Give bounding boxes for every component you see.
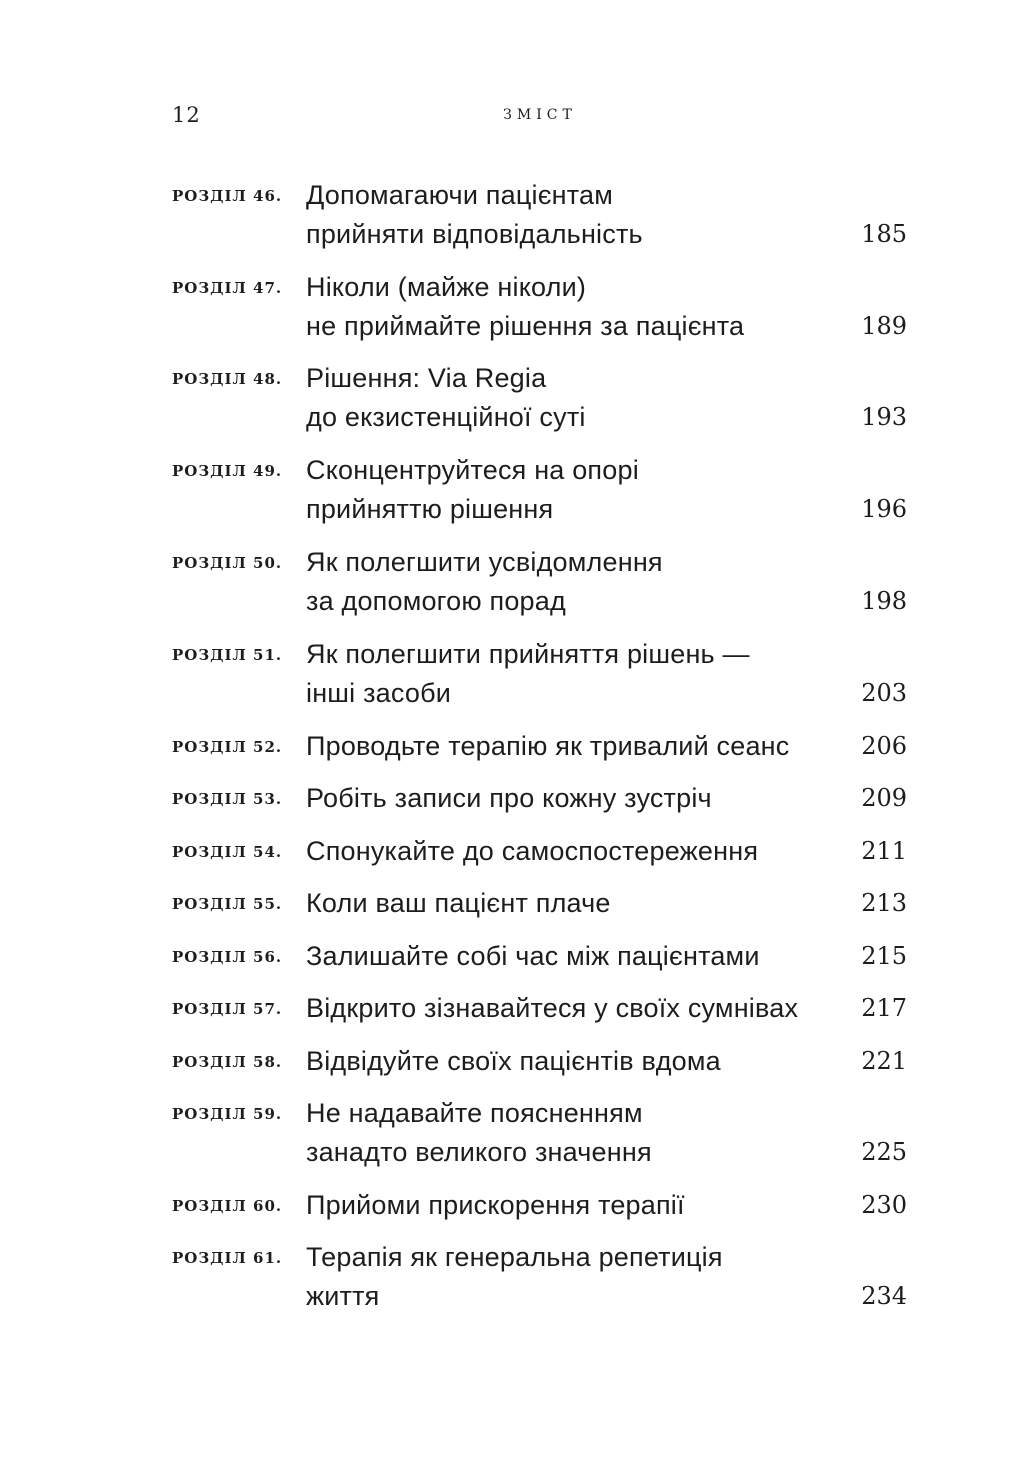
chapter-page-number: 217: [861, 994, 907, 1022]
chapter-page-number: 215: [861, 942, 907, 970]
chapter-title-line: Терапія як генеральна репетиція: [306, 1242, 723, 1272]
chapter-label: РОЗДІЛ 54.: [172, 843, 283, 861]
chapter-title-line: занадто великого значення: [306, 1137, 652, 1167]
chapter-label: РОЗДІЛ 48.: [172, 370, 283, 388]
chapter-title-line: Прийоми прискорення терапії: [306, 1190, 685, 1220]
running-head: ЗМІСТ: [503, 107, 577, 123]
chapter-page-number: 198: [861, 587, 907, 615]
chapter-title-line: до екзистенційної суті: [306, 402, 586, 432]
chapter-title-line: Проводьте терапію як тривалий сеанс: [306, 731, 790, 761]
chapter-title-line: Залишайте собі час між пацієнтами: [306, 941, 760, 971]
chapter-label: РОЗДІЛ 57.: [172, 1000, 283, 1018]
chapter-label: РОЗДІЛ 60.: [172, 1197, 283, 1215]
chapter-page-number: 213: [861, 889, 907, 917]
chapter-label: РОЗДІЛ 59.: [172, 1105, 283, 1123]
chapter-title-line: прийняти відповідальність: [306, 219, 643, 249]
chapter-title-line: Сконцентруйтеся на опорі: [306, 455, 639, 485]
chapter-title-line: за допомогою порад: [306, 586, 566, 616]
chapter-title-line: життя: [306, 1281, 380, 1311]
chapter-label: РОЗДІЛ 51.: [172, 646, 283, 664]
chapter-title-line: Ніколи (майже ніколи): [306, 272, 587, 302]
chapter-title-line: Відкрито зізнавайтеся у своїх сумнівах: [306, 993, 799, 1023]
chapter-label: РОЗДІЛ 58.: [172, 1053, 283, 1071]
chapter-title-line: Як полегшити усвідомлення: [306, 547, 663, 577]
chapter-label: РОЗДІЛ 55.: [172, 895, 283, 913]
chapter-page-number: 225: [861, 1138, 907, 1166]
chapter-page-number: 211: [861, 837, 907, 865]
chapter-title-line: Спонукайте до самоспостереження: [306, 836, 759, 866]
chapter-page-number: 203: [861, 679, 907, 707]
chapter-label: РОЗДІЛ 49.: [172, 462, 283, 480]
chapter-title-line: Коли ваш пацієнт плаче: [306, 888, 611, 918]
chapter-label: РОЗДІЛ 50.: [172, 554, 283, 572]
chapter-page-number: 206: [861, 732, 907, 760]
chapter-title-line: інші засоби: [306, 678, 452, 708]
chapter-title-line: Робіть записи про кожну зустріч: [306, 783, 712, 813]
chapter-label: РОЗДІЛ 56.: [172, 948, 283, 966]
chapter-page-number: 193: [861, 403, 907, 431]
page-number: 12: [172, 103, 201, 127]
chapter-title-line: прийняттю рішення: [306, 494, 554, 524]
chapter-page-number: 189: [861, 312, 907, 340]
chapter-label: РОЗДІЛ 46.: [172, 187, 283, 205]
chapter-label: РОЗДІЛ 52.: [172, 738, 283, 756]
chapter-page-number: 196: [861, 495, 907, 523]
chapter-title-line: Відвідуйте своїх пацієнтів вдома: [306, 1046, 721, 1076]
chapter-page-number: 234: [861, 1282, 907, 1310]
chapter-label: РОЗДІЛ 53.: [172, 790, 283, 808]
chapter-page-number: 209: [861, 784, 907, 812]
chapter-label: РОЗДІЛ 47.: [172, 279, 283, 297]
chapter-title-line: Як полегшити прийняття рішень —: [306, 639, 750, 669]
chapter-label: РОЗДІЛ 61.: [172, 1249, 283, 1267]
chapter-title-line: Не надавайте поясненням: [306, 1098, 643, 1128]
chapter-title-line: не приймайте рішення за пацієнта: [306, 311, 745, 341]
chapter-title-line: Рішення: Via Regia: [306, 363, 547, 393]
chapter-page-number: 221: [861, 1047, 907, 1075]
chapter-title-line: Допомагаючи пацієнтам: [306, 180, 614, 210]
chapter-page-number: 185: [861, 220, 907, 248]
chapter-page-number: 230: [861, 1191, 907, 1219]
